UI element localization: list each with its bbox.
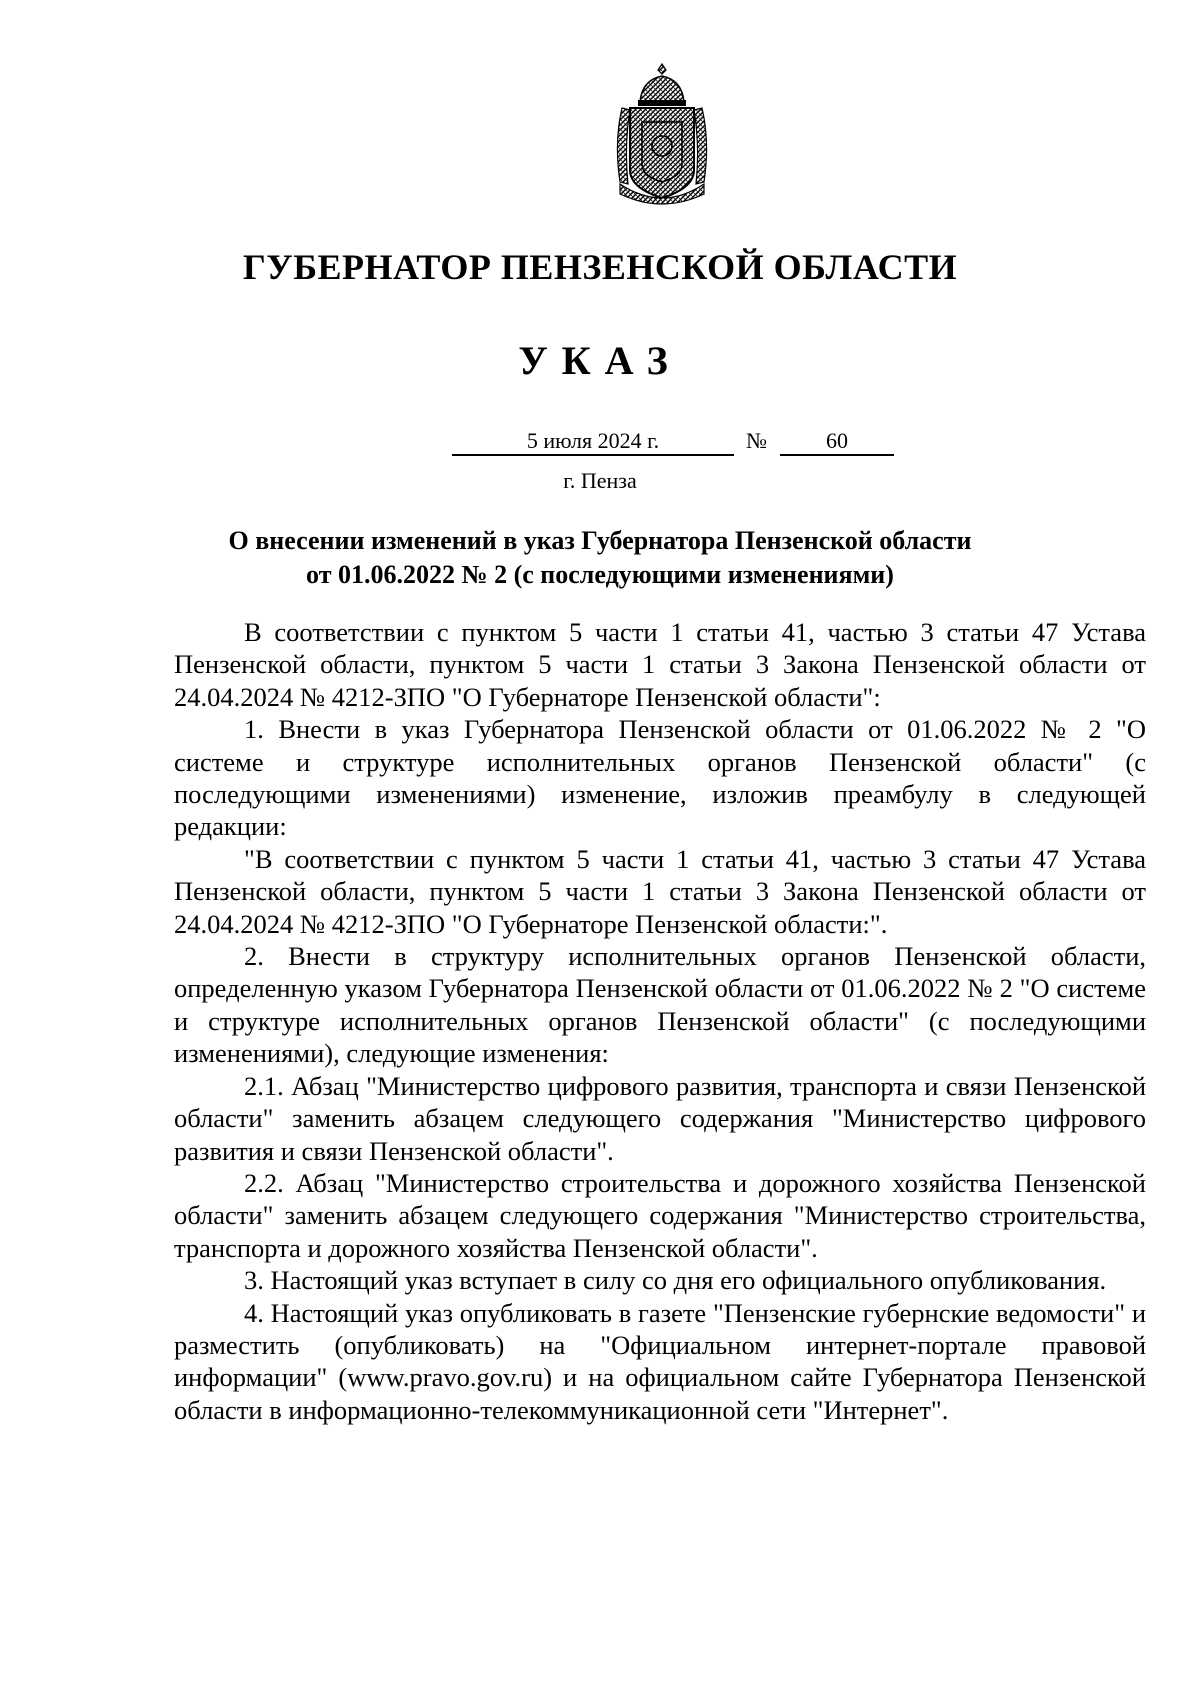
document-subject [200, 524, 1000, 592]
subject-line-2: от 01.06.2022 № 2 (с последующими изменениями) [306, 560, 894, 589]
paragraph: 4. Настоящий указ опубликовать в газете "Пензенские губернские ведомости" и разместить (опубликовать) на "Официальном интернет-портале правовой информации" (www.pravo.gov.ru) и на официальном сайте Губернатора Пензенской области в информационно-телекоммуникационной сети "Интернет". [174, 1297, 1146, 1425]
paragraph: 2.2. Абзац "Министерство строительства и дорожного хозяйства Пензенской области" заменить абзацем следующего содержания "Министерство строительства, транспорта и дорожного хозяйства Пензенской области". [174, 1167, 1146, 1263]
date-number-row [0, 428, 1200, 456]
document-type: УКАЗ [518, 338, 682, 383]
paragraph: В соответствии с пунктом 5 части 1 статьи 41, частью 3 статьи 47 Устава Пензенской области, пунктом 5 части 1 статьи 3 Закона Пензенской области от 24.04.2024 № 4212-ЗПО "О Губернаторе Пензенской области": [174, 617, 1146, 712]
document-number: 60 [780, 428, 894, 456]
document-city: г. Пенза [563, 468, 637, 493]
document-body [174, 616, 1146, 1426]
paragraph: 1. Внести в указ Губернатора Пензенской области от 01.06.2022 № 2 "О системе и структуре исполнительных органов Пензенской области" (с последующими изменениями) изменение, изложив преамбулу в следующей редакции: [174, 714, 1146, 842]
organization-title: ГУБЕРНАТОР ПЕНЗЕНСКОЙ ОБЛАСТИ [242, 247, 958, 287]
paragraph: "В соответствии с пунктом 5 части 1 статьи 41, частью 3 статьи 47 Устава Пензенской области, пунктом 5 части 1 статьи 3 Закона Пензенской области от 24.04.2024 № 4212-ЗПО "О Губернаторе Пензенской области:". [174, 843, 1146, 939]
paragraph: 3. Настоящий указ вступает в силу со дня его официального опубликования. [244, 1265, 1107, 1296]
document-date: 5 июля 2024 г. [452, 428, 734, 456]
number-sign: № [746, 428, 767, 453]
coat-of-arms-icon [608, 62, 716, 208]
paragraph: 2.1. Абзац "Министерство цифрового развития, транспорта и связи Пензенской области" заменить абзацем следующего содержания "Министерство цифрового развития и связи Пензенской области". [174, 1070, 1146, 1166]
subject-line-1: О внесении изменений в указ Губернатора Пензенской области [228, 526, 972, 555]
paragraph: 2. Внести в структуру исполнительных органов Пензенской области, определенную указом Губернатора Пензенской области от 01.06.2022 № 2 "О системе и структуре исполнительных органов Пензенской области" (с последующими изменениями), следующие изменения: [174, 941, 1146, 1069]
